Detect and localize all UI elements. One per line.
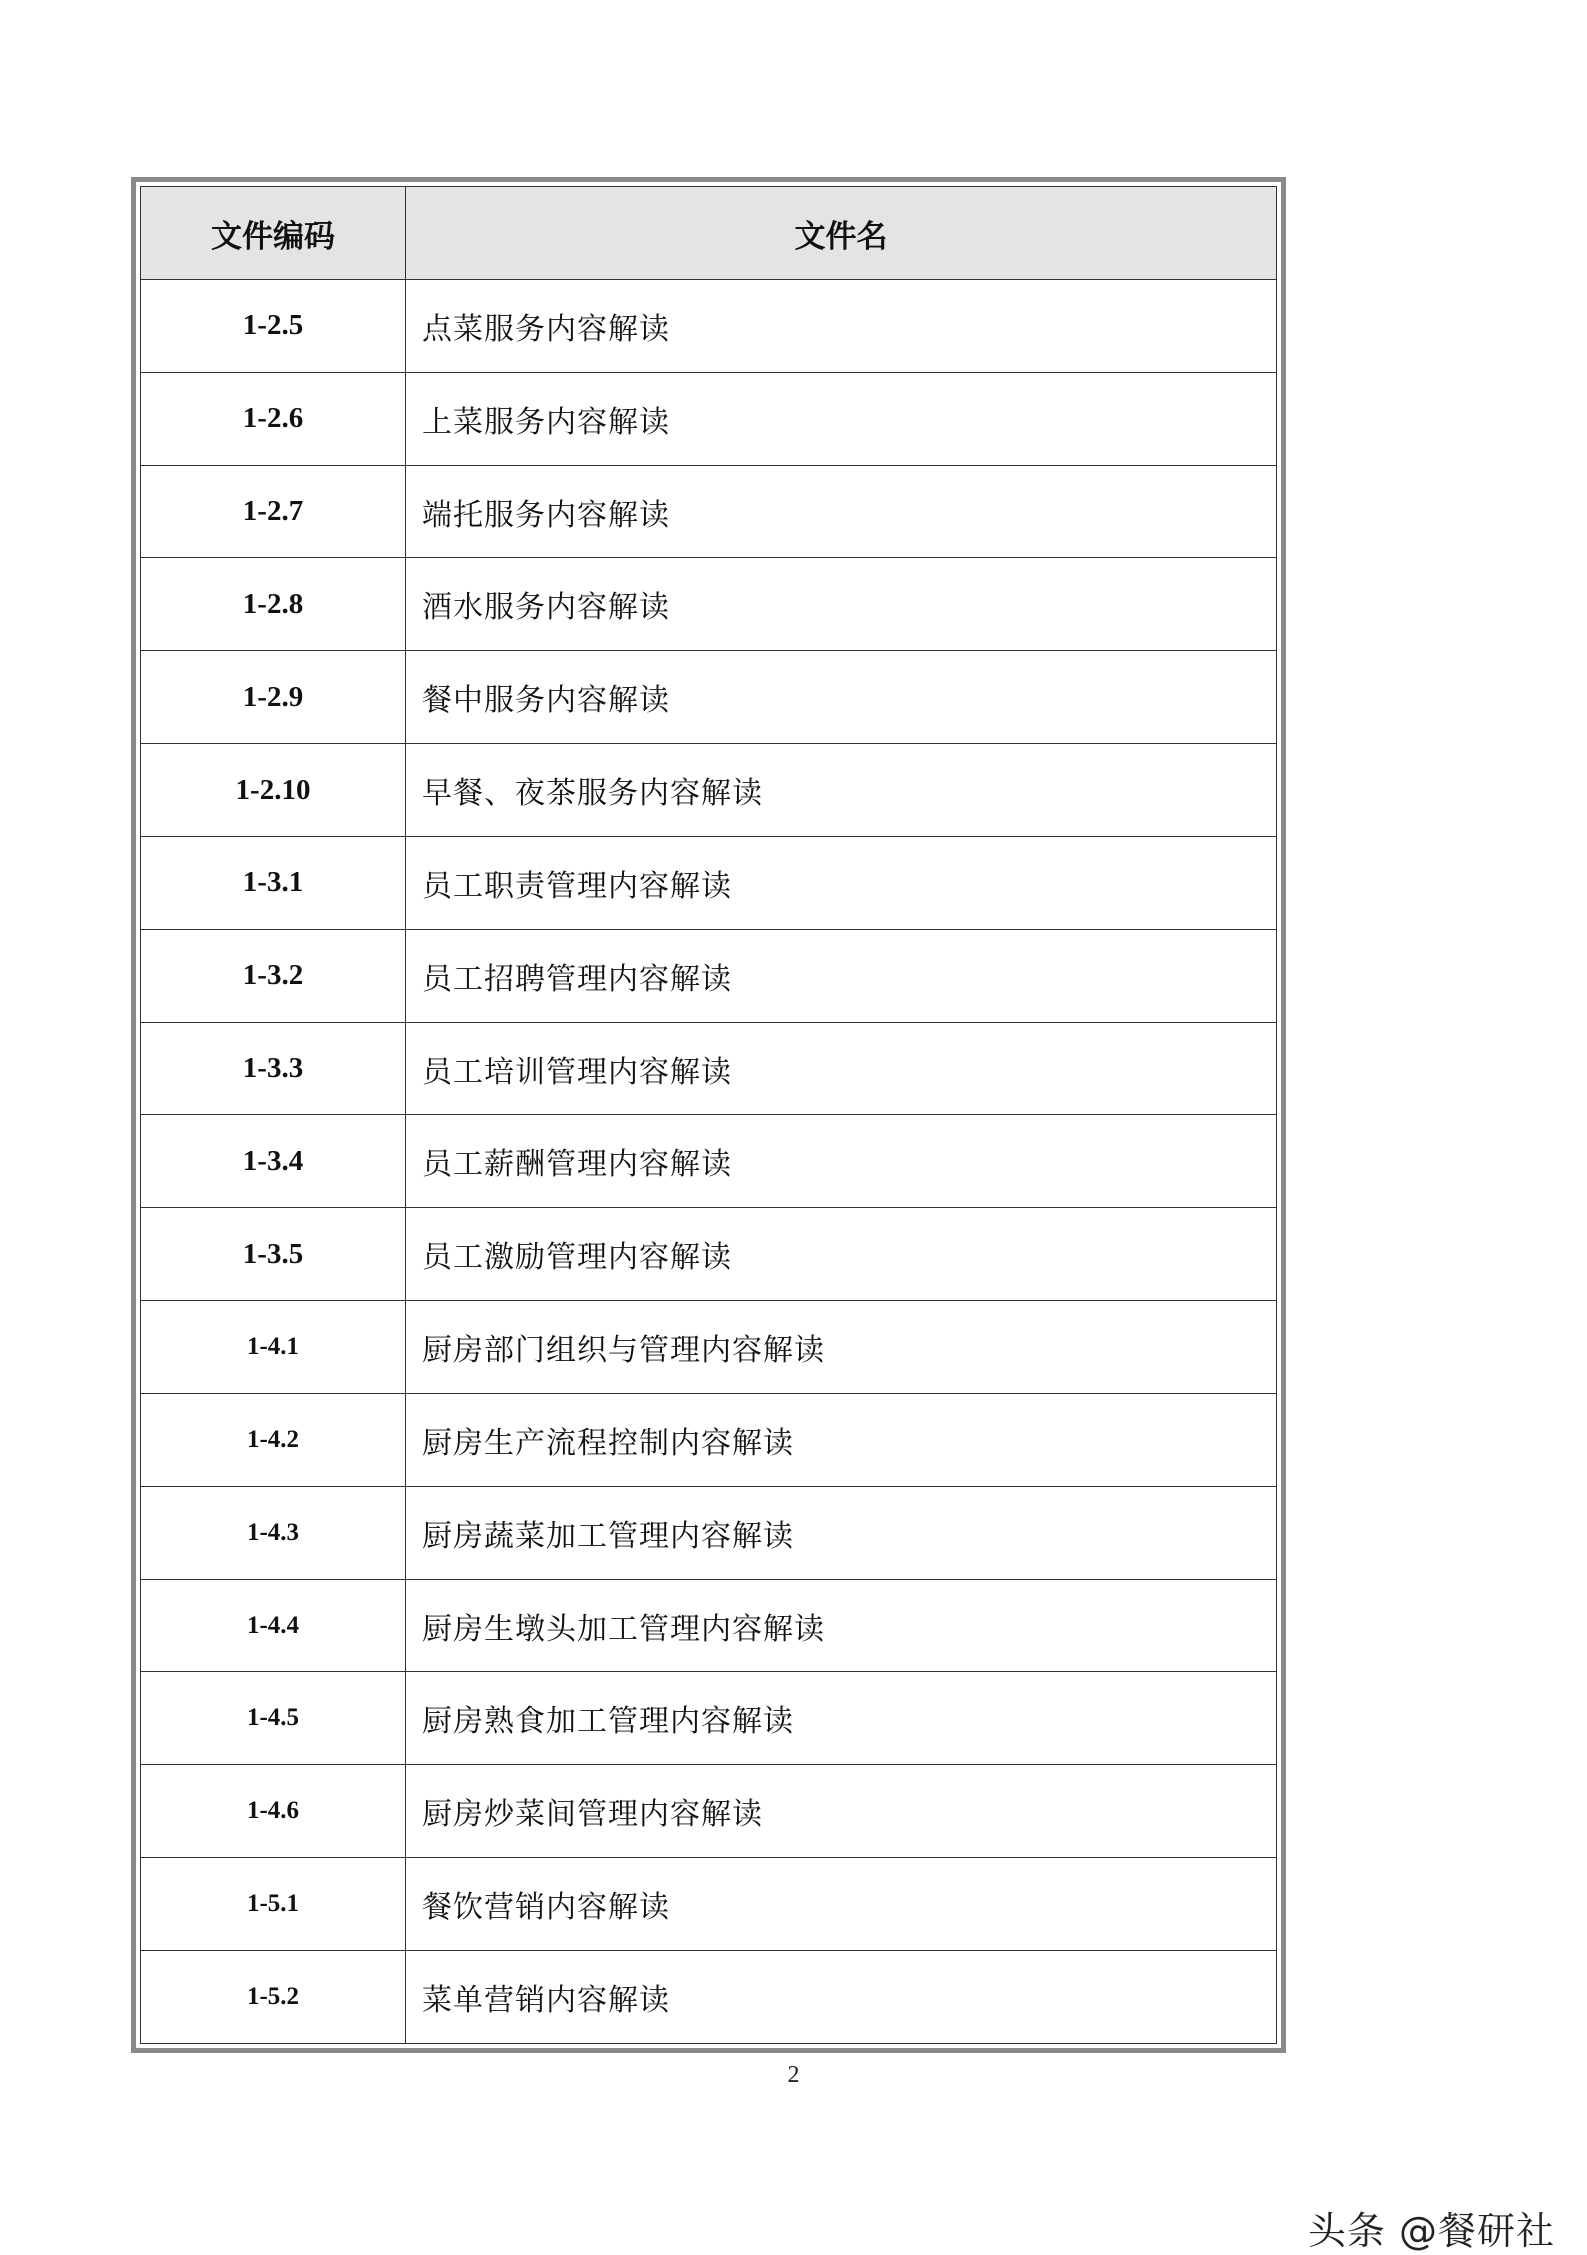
file-name-cell: 餐饮营销内容解读 (406, 1858, 1277, 1951)
file-name-cell: 员工招聘管理内容解读 (406, 929, 1277, 1022)
table-row (141, 372, 1277, 465)
table-row (141, 1486, 1277, 1579)
table-row (141, 465, 1277, 558)
file-name-cell: 员工薪酬管理内容解读 (406, 1115, 1277, 1208)
file-name-cell: 餐中服务内容解读 (406, 651, 1277, 744)
file-code-cell: 1-2.10 (141, 744, 406, 837)
file-name-cell: 端托服务内容解读 (406, 465, 1277, 558)
file-name-cell: 员工培训管理内容解读 (406, 1022, 1277, 1115)
file-name-cell: 厨房熟食加工管理内容解读 (406, 1672, 1277, 1765)
table-body (141, 280, 1277, 2044)
table-row (141, 280, 1277, 373)
file-code-cell: 1-3.3 (141, 1022, 406, 1115)
page-number: 2 (787, 2062, 800, 2088)
file-code-cell: 1-3.5 (141, 1208, 406, 1301)
table-row (141, 651, 1277, 744)
file-name-cell: 上菜服务内容解读 (406, 372, 1277, 465)
watermark-text: 头条 @餐研社 (1307, 2209, 1555, 2253)
table-row (141, 1950, 1277, 2043)
file-code-cell: 1-2.5 (141, 280, 406, 373)
file-name-cell: 员工激励管理内容解读 (406, 1208, 1277, 1301)
file-name-cell: 点菜服务内容解读 (406, 280, 1277, 373)
table-row (141, 1208, 1277, 1301)
table-row (141, 558, 1277, 651)
file-index-table (140, 186, 1277, 2044)
file-name-cell: 厨房生产流程控制内容解读 (406, 1393, 1277, 1486)
file-code-cell: 1-2.8 (141, 558, 406, 651)
file-name-cell: 厨房生墩头加工管理内容解读 (406, 1579, 1277, 1672)
file-code-cell: 1-4.1 (141, 1301, 406, 1394)
table-row (141, 1022, 1277, 1115)
file-name-cell: 早餐、夜茶服务内容解读 (406, 744, 1277, 837)
file-name-cell: 厨房部门组织与管理内容解读 (406, 1301, 1277, 1394)
file-name-cell: 厨房蔬菜加工管理内容解读 (406, 1486, 1277, 1579)
file-code-cell: 1-4.6 (141, 1765, 406, 1858)
table-row (141, 1393, 1277, 1486)
table-row (141, 929, 1277, 1022)
file-code-cell: 1-3.1 (141, 836, 406, 929)
header-file-code: 文件编码 (141, 187, 406, 280)
file-code-cell: 1-2.9 (141, 651, 406, 744)
file-code-cell: 1-3.2 (141, 929, 406, 1022)
table-row (141, 1115, 1277, 1208)
file-code-cell: 1-4.4 (141, 1579, 406, 1672)
file-code-cell: 1-2.7 (141, 465, 406, 558)
table-row (141, 1672, 1277, 1765)
table-header-row (141, 187, 1277, 280)
table-row (141, 1858, 1277, 1951)
header-file-name: 文件名 (406, 187, 1277, 280)
file-name-cell: 员工职责管理内容解读 (406, 836, 1277, 929)
file-code-cell: 1-5.2 (141, 1950, 406, 2043)
table-row (141, 1579, 1277, 1672)
file-name-cell: 菜单营销内容解读 (406, 1950, 1277, 2043)
file-code-cell: 1-4.2 (141, 1393, 406, 1486)
table-row (141, 836, 1277, 929)
file-name-cell: 酒水服务内容解读 (406, 558, 1277, 651)
table-row (141, 744, 1277, 837)
file-code-cell: 1-4.5 (141, 1672, 406, 1765)
file-name-cell: 厨房炒菜间管理内容解读 (406, 1765, 1277, 1858)
file-code-cell: 1-4.3 (141, 1486, 406, 1579)
table-row (141, 1765, 1277, 1858)
file-code-cell: 1-2.6 (141, 372, 406, 465)
file-code-cell: 1-5.1 (141, 1858, 406, 1951)
file-code-cell: 1-3.4 (141, 1115, 406, 1208)
file-index-table-frame (131, 177, 1286, 2053)
table-row (141, 1301, 1277, 1394)
